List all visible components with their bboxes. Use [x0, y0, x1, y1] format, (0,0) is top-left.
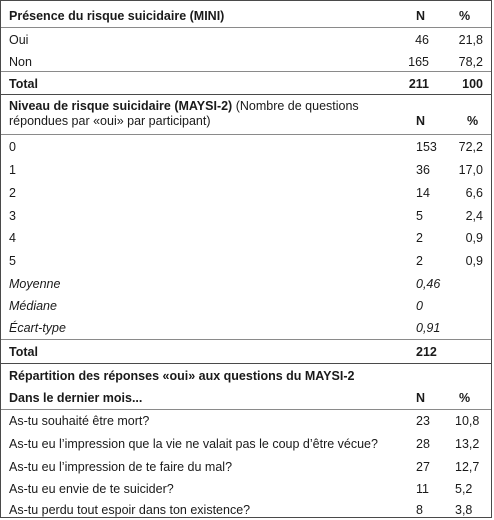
section2-title-note: (Nombre de questions répondues par «oui» par participant) [9, 99, 359, 128]
row-label: As-tu souhaité être mort? [9, 414, 150, 428]
row-pct: 78,2 [458, 55, 483, 69]
row-pct: 0,9 [465, 254, 483, 268]
row-pct: 2,4 [465, 209, 483, 223]
row-n: 46 [415, 33, 429, 47]
row-pct: 6,6 [465, 186, 483, 200]
row-label: As-tu eu l’impression que la vie ne valait pas le coup d’être vécue? [9, 437, 378, 451]
row-pct: 10,8 [455, 414, 480, 428]
section1-title: Présence du risque suicidaire (MINI) [9, 9, 225, 23]
row-n: 14 [416, 186, 430, 200]
row-n: 2 [416, 254, 423, 268]
section2-col-pct: % [467, 114, 479, 128]
row-n: 11 [416, 482, 429, 496]
row-label: 0 [9, 140, 16, 154]
row-label: 3 [9, 209, 16, 223]
total-label: Total [9, 77, 38, 91]
row-n: 8 [416, 503, 423, 517]
section3-subtitle: Dans le dernier mois... [9, 391, 143, 405]
row-pct: 21,8 [458, 33, 483, 47]
stat-label: Médiane [9, 299, 57, 313]
stat-label: Écart-type [9, 321, 66, 335]
row-pct: 13,2 [455, 437, 480, 451]
stat-value: 0 [416, 299, 423, 313]
divider [1, 71, 491, 72]
row-n: 28 [416, 437, 430, 451]
divider [1, 134, 491, 135]
stat-value: 0,91 [416, 321, 441, 335]
divider [1, 409, 491, 410]
row-label: As-tu perdu tout espoir dans ton existence? [9, 503, 251, 517]
section2-title: Niveau de risque suicidaire (MAYSI-2) [9, 99, 233, 113]
row-n: 2 [416, 231, 423, 245]
divider [1, 27, 491, 28]
row-pct: 12,7 [455, 460, 480, 474]
row-pct: 72,2 [458, 140, 483, 154]
row-pct: 5,2 [455, 482, 473, 496]
row-label: 2 [9, 186, 16, 200]
row-pct: 0,9 [465, 231, 483, 245]
row-pct: 3,8 [455, 503, 473, 517]
row-n: 27 [416, 460, 430, 474]
section2-title-block [9, 99, 369, 129]
row-label: As-tu eu l’impression de te faire du mal? [9, 460, 233, 474]
section3-col-pct: % [459, 391, 471, 405]
divider [1, 339, 491, 340]
row-label: 1 [9, 163, 16, 177]
row-label: 5 [9, 254, 16, 268]
section3-col-n: N [416, 391, 426, 405]
total-n: 212 [416, 345, 437, 359]
row-n: 165 [408, 55, 429, 69]
section-divider [1, 94, 491, 95]
stat-value: 0,46 [416, 277, 441, 291]
row-pct: 17,0 [458, 163, 483, 177]
row-label: 4 [9, 231, 16, 245]
total-pct: 100 [462, 77, 483, 91]
row-n: 5 [416, 209, 423, 223]
section-divider [1, 363, 491, 364]
row-label: Non [9, 55, 32, 69]
row-label: Oui [9, 33, 29, 47]
total-label: Total [9, 345, 38, 359]
row-n: 36 [416, 163, 430, 177]
stat-label: Moyenne [9, 277, 61, 291]
row-n: 23 [416, 414, 430, 428]
section2-col-n: N [416, 114, 426, 128]
section1-col-pct: % [459, 9, 471, 23]
row-n: 153 [416, 140, 437, 154]
section1-col-n: N [416, 9, 426, 23]
total-n: 211 [408, 77, 429, 91]
section3-title: Répartition des réponses «oui» aux questions du MAYSI-2 [9, 369, 355, 383]
row-label: As-tu eu envie de te suicider? [9, 482, 174, 496]
